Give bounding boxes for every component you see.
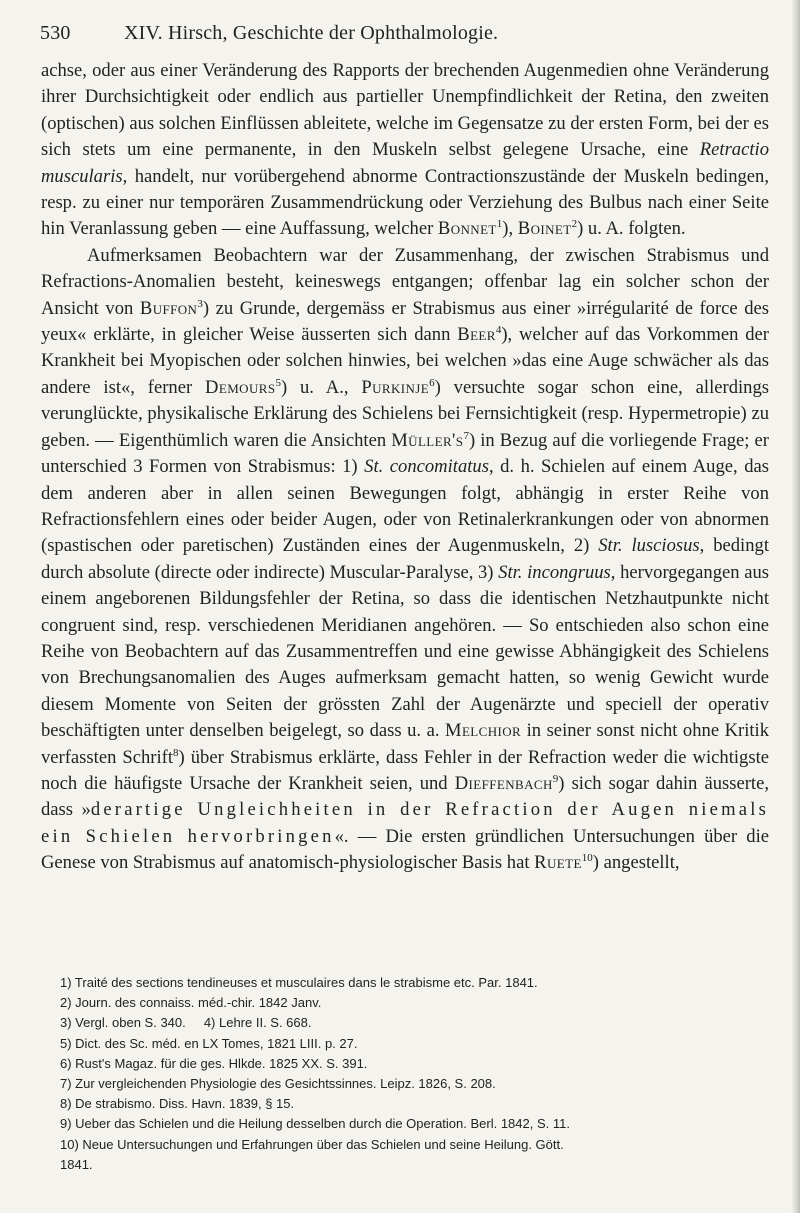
page-number: 530 [40,22,71,44]
author-name: Demours [205,376,276,398]
footnote: 5) Dict. des Sc. méd. en LX Tomes, 1821 LIII. p. 27. [60,1035,358,1051]
footnote-ref: 6 [429,376,435,389]
text-run: ), welcher auf das Vorkommen der Krankheit bei Myopischen oder solchen hinwies, bei welchen »das eine Auge schwächer als das andere ist«, ferner [41,324,769,398]
main-text [41,58,769,877]
running-header [40,22,768,48]
footnote-ref: 5 [275,376,281,389]
footnote: 2) Journ. des connaiss. méd.-chir. 1842 Janv. [60,995,322,1011]
footnote-ref: 2 [571,218,578,231]
text-run: ) über Strabismus erklärte, dass Fehler in der Refraction weder die wichtigste noch die häufigste Ursache der Krankheit seien, und [41,746,769,794]
paragraph-1 [41,58,769,243]
text-run: in seiner sonst nicht ohne Kritik verfassten Schrift [41,720,770,768]
spaced-quotation: derartige Ungleichheiten in der Refraction der Augen niemals ein Schielen hervorbringen [41,799,769,847]
author-name: Ruete [534,852,582,874]
footnote: 1) Traité des sections tendineuses et musculaires dans le strabisme etc. Par. 1841. [60,975,538,990]
text-run: ) u. A., [280,376,362,398]
footnote: 8) De strabismo. Diss. Havn. 1839, § 15. [60,1096,295,1112]
latin-term: Str. lusciosus [598,535,700,557]
author-name: Boinet [517,218,572,240]
footnote: 9) Ueber das Schielen und die Heilung desselben durch die Operation. Berl. 1842, S. 11. [60,1116,570,1132]
latin-term: Str. incongruus [498,561,611,583]
footnote-ref: 7 [463,429,469,442]
author-name: Dieffenbach [454,772,553,794]
paragraph-2 [41,243,769,877]
author-name: Buffon [139,297,198,319]
text-run: achse, oder aus einer Veränderung des Rapports der brechenden Augenmedien ohne Veränderung ihrer Durchsichtigkeit oder endlich aus partieller Unempfindlichkeit der Retina, den zweiten (optischen) aus solchen Einflüssen ableitete, welche im Gegensatze zu der ersten Form, bei der es sich stets um eine permanente, in den Muskeln selbst gelegene Ursache, eine [41,60,769,161]
text-run: Aufmerksamen Beobachtern war der Zusammenhang, der zwischen Strabismus und Refractions-Anomalien besteht, keineswegs entgangen; offenbar lag ein solcher schon der Ansicht von [41,244,769,319]
footnote: 1841. [60,1156,93,1172]
footnote: 7) Zur vergleichenden Physiologie des Gesichtssinnes. Leipz. 1826, S. 208. [60,1076,496,1092]
footnote-ref: 4 [495,323,502,336]
text-run: ), [502,218,518,240]
text-run: , d. h. Schielen auf einem Auge, das dem anderen aber in allen seinen Bewegungen folgt, abhängig in erster Reihe von Refractionsfehlern eines oder beider Augen, oder von Retinalerkrankungen oder von abnormen (spastischen oder paretischen) Zuständen eines der Augenmuskeln, 2) [41,456,769,557]
text-run: , handelt, nur vorübergehend abnorme Contractionszustände der Muskeln bedingen, resp. zu einer nur temporären Zusammendrückung oder Verziehung des Bulbus nach einer Seite hin Veranlassung geben — eine Auffassung, welcher [41,165,769,240]
page-edge-shadow [791,0,800,1213]
footnote: 6) Rust's Magaz. für die ges. Hlkde. 1825 XX. S. 391. [60,1055,368,1071]
footnote-ref: 9 [552,772,559,785]
footnote: 3) Vergl. oben S. 340. 4) Lehre II. S. 668. [60,1015,312,1031]
author-name: Bonnet [437,218,497,240]
text-run: ) versuchte sogar schon eine, allerdings verunglückte, physikalische Erklärung des Schielens bei Fernsichtigkeit (resp. Hypermetropie) zu geben. — Eigenthümlich waren die Ansichten [41,376,769,451]
text-run: , hervorgegangen aus einem angeborenen Bildungsfehler der Retina, so dass die identischen Netzhautpunkte nicht congruent sind, resp. verschiedenen Meridianen angehören. — So entschieden also schon eine Reihe von Beobachtern auf das Zusammentreffen und eine gewisse Abhängigkeit des Schielens von Brechungsanomalien des Auges aufmerksam gemacht hatten, so wenig Gewicht wurde diesem Momente von Seiten der grössten Zahl der Augenärzte und speciell der operativ beschäftigten unter denselben beigelegt, so dass u. a. [41,561,769,742]
latin-term: Retractio muscularis [41,139,769,187]
footnote-ref: 3 [197,297,203,310]
text-run: «. — Die ersten gründlichen Untersuchungen über die Genese von Strabismus auf anatomisch-physiologischer Basis hat [41,825,769,874]
text-run: ) angestellt, [592,852,680,874]
author-name: Beer [457,324,496,346]
footnote-ref: 1 [496,218,503,231]
author-name: Müller's [391,429,464,451]
text-run: ) zu Grunde, dergemäss er Strabismus aus einer »irrégularité de force des yeux« erklärte, in gleicher Weise äusserten sich dann [41,297,770,346]
running-title: XIV. Hirsch, Geschichte der Ophthalmologie. [124,22,499,44]
text-run: ) in Bezug auf die vorliegende Frage; er unterschied 3 Formen von Strabismus: 1) [41,429,769,478]
author-name: Purkinje [361,376,430,398]
footnote-ref: 8 [173,746,179,759]
latin-term: St. concomitatus [364,456,489,478]
footnotes [60,973,768,1175]
footnote: 10) Neue Untersuchungen und Erfahrungen über das Schielen und seine Heilung. Gött. [60,1136,564,1152]
author-name: Melchior [445,720,522,742]
text-run: ) u. A. folgten. [577,218,686,240]
text-run: , bedingt durch absolute (directe oder indirecte) Muscular-Paralyse, 3) [41,535,769,583]
footnote-ref: 10 [581,852,593,864]
text-run: ) sich sogar dahin äusserte, dass » [41,772,769,821]
